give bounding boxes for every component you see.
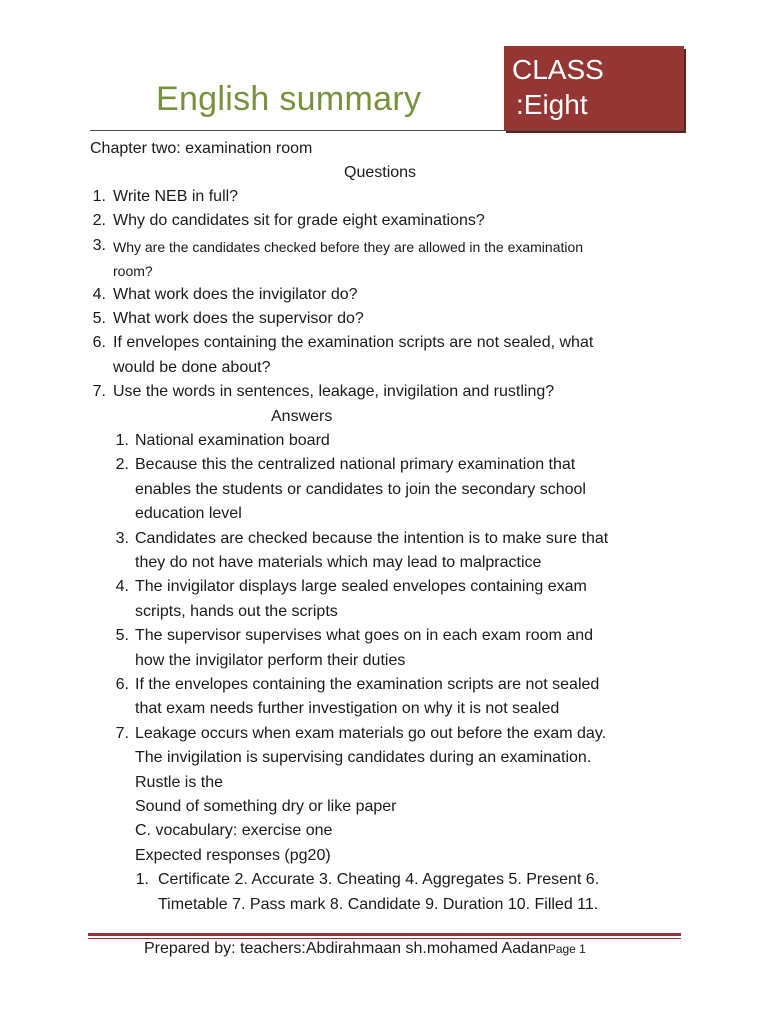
answer-text: that exam needs further investigation on why it is not sealed — [135, 700, 560, 718]
question-number: 2. — [92, 212, 106, 230]
footer-prepared-label: Prepared by — [144, 940, 232, 957]
answers-heading: Answers — [271, 407, 333, 425]
answer-number: 3. — [115, 529, 129, 547]
class-value: :Eight — [516, 89, 588, 120]
footer-prepared-text: : teachers:Abdirahmaan sh.mohamed Aadan — [231, 940, 548, 957]
answer-text: education level — [135, 505, 242, 523]
answer-number: 2. — [115, 456, 129, 474]
question-text: Write NEB in full? — [113, 188, 239, 205]
question-text: What work does the invigilator do? — [113, 285, 358, 303]
document-title: English summary — [156, 80, 422, 118]
answer-text: The invigilator displays large sealed envelopes containing exam — [135, 578, 587, 596]
answer-number: 6. — [115, 676, 129, 693]
footer-rule-thin — [88, 938, 681, 939]
answer-text: Candidates are checked because the intention is to make sure that — [135, 529, 609, 547]
answer-text: Rustle is the — [135, 773, 224, 791]
vocabulary-answers: Certificate 2. Accurate 3. Cheating 4. Aggregates 5. Present 6. — [158, 871, 600, 889]
class-label: CLASS — [512, 54, 604, 85]
answer-text: Because this the centralized national primary examination that — [135, 456, 576, 474]
answer-number: 5. — [115, 627, 129, 645]
vocabulary-number: 1. — [135, 871, 149, 889]
answer-text: The supervisor supervises what goes on in each exam room and — [135, 627, 594, 645]
question-number: 3. — [92, 236, 106, 254]
answer-text: National examination board — [135, 432, 330, 449]
vocabulary-answers: Timetable 7. Pass mark 8. Candidate 9. Duration 10. Filled 11. — [158, 895, 599, 913]
answer-number: 1. — [115, 432, 129, 449]
questions-heading: Questions — [344, 164, 417, 181]
vocabulary-heading: C. vocabulary: exercise one — [135, 822, 333, 840]
answer-text: Leakage occurs when exam materials go out before the exam day. — [135, 724, 607, 742]
footer — [144, 940, 586, 958]
question-text: If envelopes containing the examination scripts are not sealed, what — [113, 334, 594, 352]
answer-text: If the envelopes containing the examination scripts are not sealed — [135, 676, 600, 693]
answer-text: The invigilation is supervising candidates during an examination. — [135, 749, 592, 767]
answer-text: enables the students or candidates to join the secondary school — [135, 480, 586, 498]
question-number: 4. — [92, 285, 106, 303]
header-divider — [90, 130, 684, 131]
question-text: Why do candidates sit for grade eight examinations? — [113, 212, 485, 230]
question-text: would be done about? — [113, 358, 271, 376]
question-number: 7. — [92, 383, 106, 401]
answer-number: 4. — [115, 578, 129, 596]
vocabulary-subheading: Expected responses (pg20) — [135, 846, 331, 864]
question-text: Why are the candidates checked before they are allowed in the examination — [113, 238, 584, 255]
question-number: 5. — [92, 310, 106, 327]
chapter-heading: Chapter two: examination room — [90, 140, 313, 157]
answer-text: they do not have materials which may lead to malpractice — [135, 554, 542, 571]
question-number: 6. — [92, 334, 106, 352]
question-text: What work does the supervisor do? — [113, 310, 364, 327]
question-number: 1. — [92, 188, 106, 205]
answer-text: Sound of something dry or like paper — [135, 798, 397, 815]
answer-text: scripts, hands out the scripts — [135, 602, 338, 620]
question-text: room? — [113, 263, 153, 280]
question-text: Use the words in sentences, leakage, invigilation and rustling? — [113, 383, 555, 401]
class-badge — [504, 46, 684, 130]
answer-text: how the invigilator perform their duties — [135, 651, 406, 669]
answer-number: 7. — [115, 724, 129, 742]
footer-page-number: Page 1 — [547, 942, 586, 956]
footer-rule-thick — [88, 933, 681, 936]
